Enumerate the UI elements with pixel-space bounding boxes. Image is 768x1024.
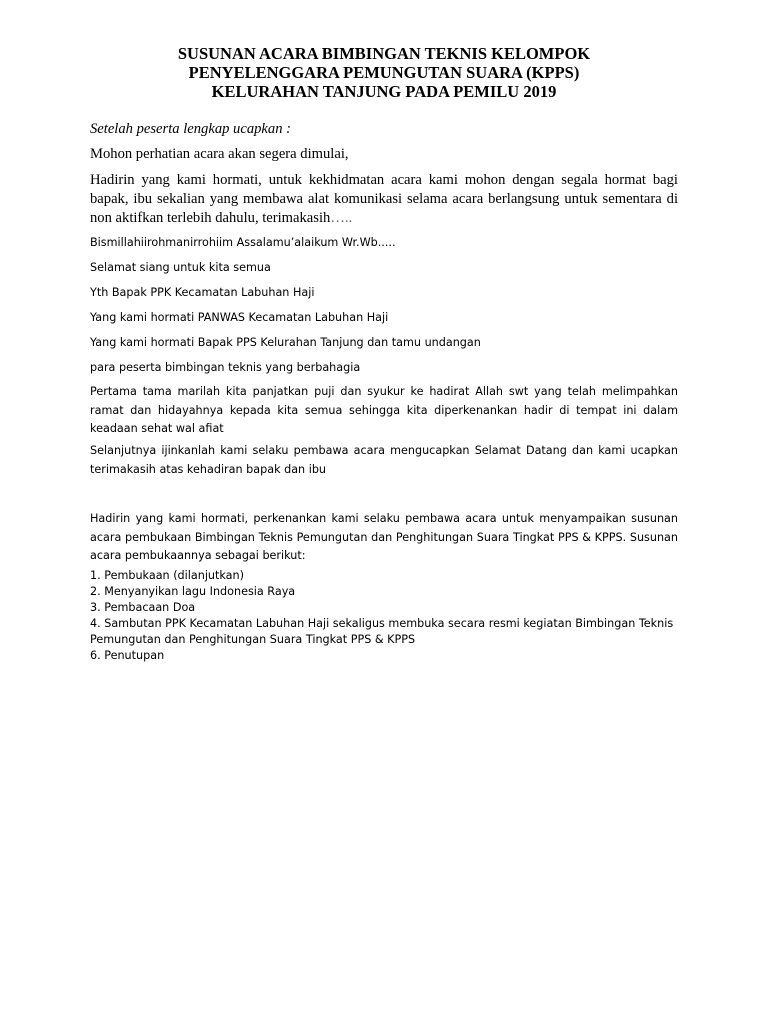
announcement-text: Mohon perhatian acara akan segera dimulai, [90,146,349,162]
list-item: 2. Menyanyikan lagu Indonesia Raya [90,585,296,598]
list-item: 3. Pembacaan Doa [90,601,196,614]
title-line-2: PENYELENGGARA PEMUNGUTAN SUARA (KPPS) [188,63,580,82]
agenda-intro-paragraph: Hadirin yang kami hormati, perkenankan kami selaku pembawa acara untuk menyampaikan susunan acara pembukaan Bimbingan Teknis Pemungutan dan Penghitungan Suara Tingkat PPS & KPPS. Susunan acara pembukaannya sebagai berikut: [90,512,678,562]
title-line-3: KELURAHAN TANJUNG PADA PEMILU 2019 [211,82,557,101]
list-item: 4. Sambutan PPK Kecamatan Labuhan Haji sekaligus membuka secara resmi kegiatan Bimbingan Teknis Pemungutan dan Penghitungan Suara Tingkat PPS & KPPS [90,617,674,646]
opening-greeting: Bismillahiirohmanirrohiim Assalamu’alaikum Wr.Wb..... [90,236,396,249]
gratitude-paragraph: Pertama tama marilah kita panjatkan puji dan syukur ke hadirat Allah swt yang telah melimpahkan ramat dan hidayahnya kepada kita semua sehingga kita diperkenankan hadir di tempat ini dalam keadaan sehat wal afiat [90,385,678,435]
panwas-greeting: Yang kami hormati PANWAS Kecamatan Labuhan Haji [90,311,389,324]
list-item: 6. Penutupan [90,649,165,662]
agenda-list [90,568,678,664]
welcome-paragraph: Selanjutnya ijinkanlah kami selaku pembawa acara mengucapkan Selamat Datang dan kami ucapkan terimakasih atas kehadiran bapak dan ibu [90,444,678,476]
participants-greeting: para peserta bimbingan teknis yang berbahagia [90,361,361,374]
title-line-1: SUSUNAN ACARA BIMBINGAN TEKNIS KELOMPOK [177,44,591,63]
request-paragraph [90,171,678,228]
document-title [90,44,678,101]
good-afternoon-text: Selamat siang untuk kita semua [90,261,271,274]
request-text: Hadirin yang kami hormati, untuk kekhidmatan acara kami mohon dengan segala hormat bagi bapak, ibu sekalian yang membawa alat komunikasi selama acara berlangsung untuk sementara di non aktifkan terlebih dahulu, terimakasih [90,172,678,226]
instruction-text: Setelah peserta lengkap ucapkan : [90,121,292,137]
list-item: 1. Pembukaan (dilanjutkan) [90,569,244,582]
request-dots: ….. [330,210,353,226]
pps-greeting: Yang kami hormati Bapak PPS Kelurahan Tanjung dan tamu undangan [90,336,481,349]
ppk-greeting: Yth Bapak PPK Kecamatan Labuhan Haji [90,286,315,299]
